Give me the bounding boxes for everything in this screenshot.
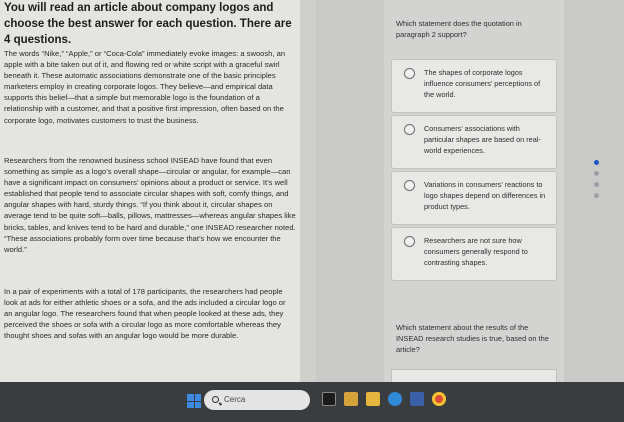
progress-dot[interactable] (594, 160, 599, 165)
next-question-text: Which statement about the results of the INSEAD research studies is true, based on the article? (396, 323, 549, 354)
question-pane (316, 0, 624, 382)
file-explorer-icon[interactable] (366, 392, 380, 406)
radio-button[interactable] (404, 68, 415, 79)
progress-dot[interactable] (594, 182, 599, 187)
instructions: You will read an article about company logos and choose the best answer for each question. There are 4 questions. (4, 2, 292, 46)
progress-dots (594, 160, 599, 204)
radio-button[interactable] (404, 124, 415, 135)
progress-dot[interactable] (594, 193, 599, 198)
passage-pane (0, 0, 300, 382)
taskview-icon[interactable] (322, 392, 336, 406)
answer-option-2[interactable] (392, 116, 556, 168)
answer-option-4[interactable] (392, 228, 556, 280)
question-text: Which statement does the quotation in paragraph 2 support? (396, 19, 522, 39)
pane-divider[interactable] (300, 0, 316, 382)
radio-button[interactable] (404, 236, 415, 247)
edge-icon[interactable] (388, 392, 402, 406)
store-icon[interactable] (410, 392, 424, 406)
answer-label: Variations in consumers’ reactions to logo shapes depend on differences in product types. (424, 180, 546, 211)
answer-label: Consumers’ associations with particular shapes are based on real-world experiences. (424, 124, 541, 155)
answer-option-1[interactable] (392, 60, 556, 112)
radio-button[interactable] (404, 180, 415, 191)
taskbar-search[interactable] (204, 390, 310, 410)
weather-icon[interactable] (344, 392, 358, 406)
answer-option-3[interactable] (392, 172, 556, 224)
progress-dot[interactable] (594, 171, 599, 176)
paragraph-3: In a pair of experiments with a total of 178 participants, the researchers had people look at ads for either athletic shoes or a sofa, and the ads included a circular logo or an angular logo. The researchers found that when people looked at these ads, they perceived the shoes or sofa with a circular logo as more comfortable whereas they thought shoes and sofas with an angular logo would be more durable. (4, 287, 286, 341)
taskbar (0, 382, 624, 422)
answer-label: Researchers are not sure how consumers generally respond to contrasting shapes. (424, 236, 528, 267)
chrome-icon[interactable] (432, 392, 446, 406)
search-label: Cerca (224, 395, 246, 404)
paragraph-2: Researchers from the renowned business school INSEAD have found that even something as simple as a logo’s overall shape—circular or angular, for example—can have a significant impact on consumers’ opinions about a product or service. It’s well established that people tend to associate circular shapes with soft, comfy things, and angular shapes with hard, sturdy things. “If you think about it, circular shapes on average tend to be quite soft—balls, pillows, mattresses—whereas angular shapes like bricks, tables, and knives tend to be hard and durable,” one INSEAD researcher noted. “These associations probably form over time because that’s how we encounter the world.” (4, 156, 296, 254)
windows-start-icon[interactable] (187, 394, 201, 408)
search-icon (212, 396, 219, 403)
paragraph-1: The words “Nike,” “Apple,” or “Coca-Cola” immediately evoke images: a swoosh, an apple with a bite taken out of it, and flowing red or white script with a graceful swirl beneath it. These automatic associations demonstrate one of the basic principles marketers employ in creating corporate logos. They believe—and empirical data supports this belief—that a simple but memorable logo is the foundation of a relationship with a customer, and that a positive first impression, often based on the corporate logo, motivates customers to trust the business. (4, 49, 286, 125)
answer-label: The shapes of corporate logos influence consumers’ perceptions of the world. (424, 68, 541, 99)
